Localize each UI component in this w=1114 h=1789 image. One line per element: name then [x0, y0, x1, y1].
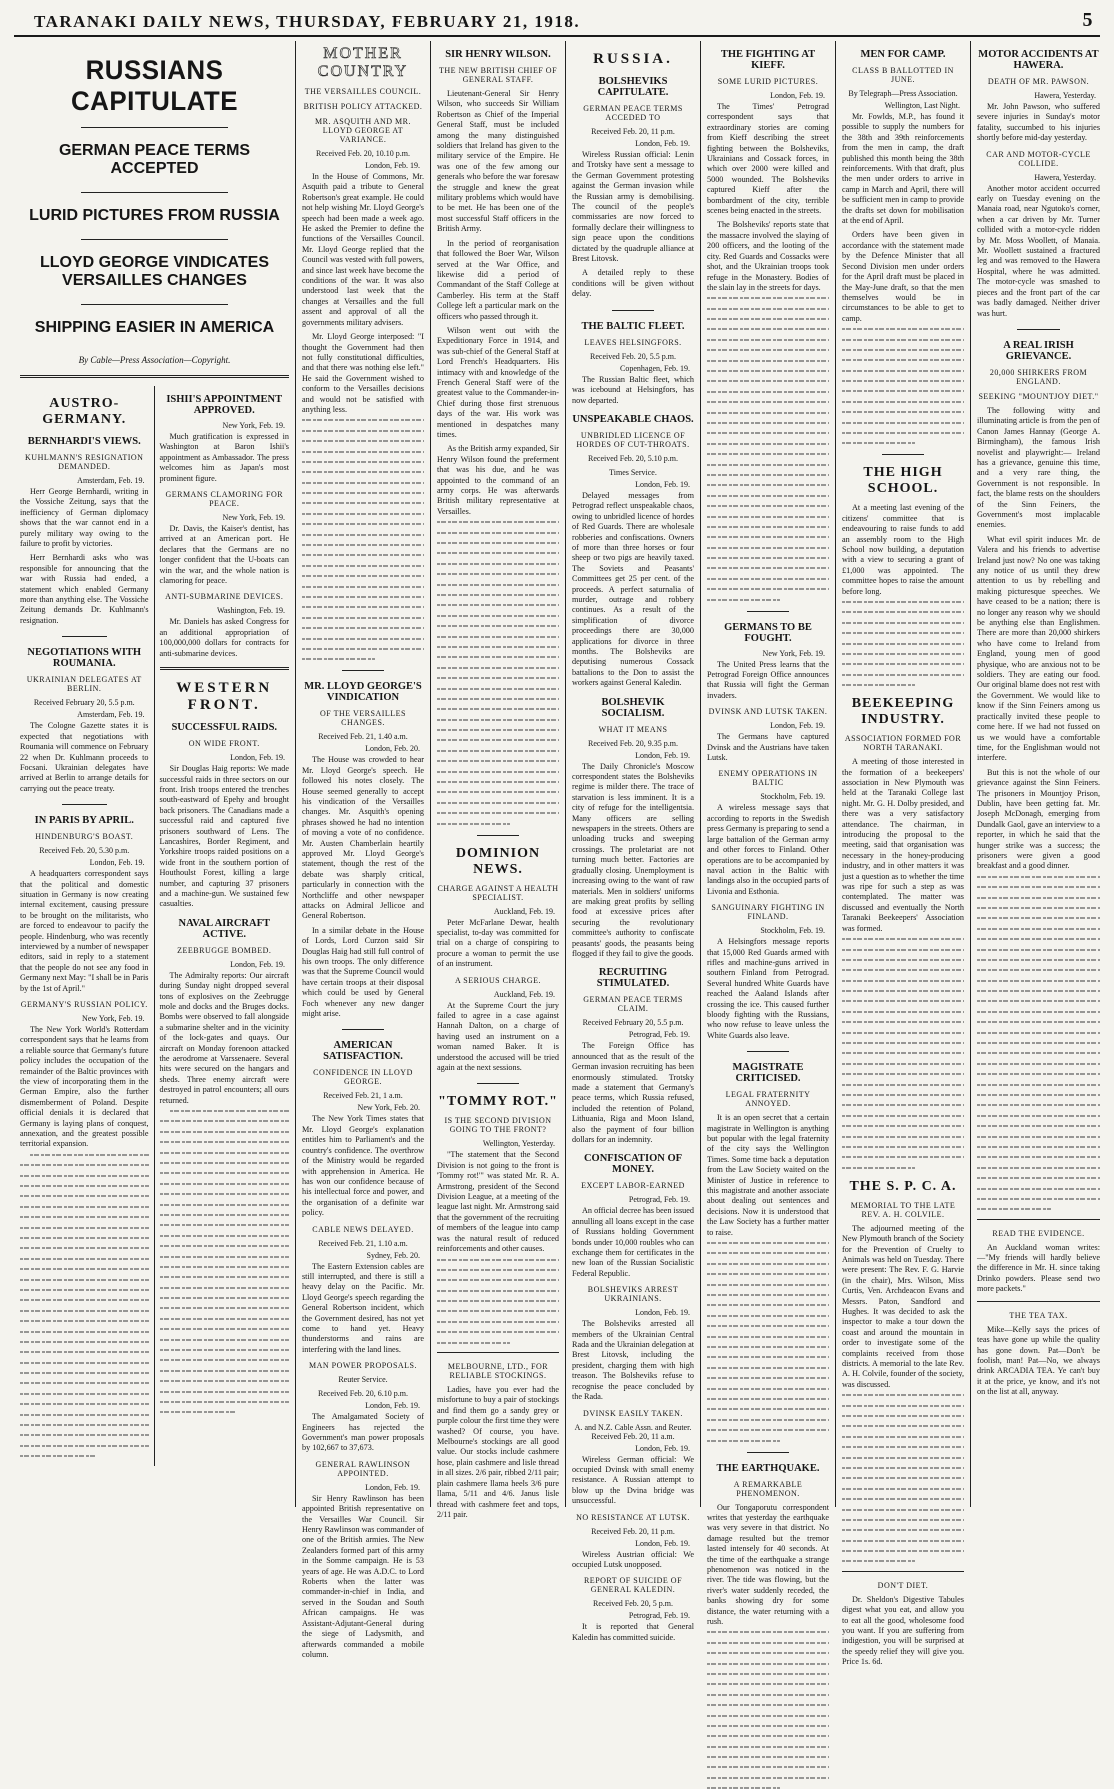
column-6 [836, 41, 971, 1667]
headline-lloyd-george: LLOYD GEORGE VINDICATES VERSAILLES CHANGES [39, 254, 270, 289]
article-text: A meeting of those interested in the formation of a beekeepers' association in New Plymouth was held at the Taranaki College last night. Mr. G. H. Dolby presided, and there was a very satisfactory attendance. The chairman, in introducing the proposal to the meeting, said that organisation was necessary in the honey-producing industry, and in other matters it was just a question as to whether the time was ripe for such a step as was contemplated. The matter was discussed and eventually the North Taranaki Beekeepers' Association was formed. [842, 757, 964, 933]
advert-text: Ladies, have you ever had the misfortune to buy a pair of stockings and find them go a sandy grey or purple colour the first time they were washed? Of course, you have. Melbourne's stockings are all good value. Our stocks include cashmere hose, plain cashmere and lisle thread in all sizes. 2/6 pair, ribbed 2/11 pair; plain cashmere llama heels 3/6 pure llama, 5/11 and 4/6. Janus lisle thread with cashmere feet and tops, 2/11 pair. [437, 1385, 559, 1519]
subhead-enemy-baltic: ENEMY OPERATIONS IN BALTIC [718, 769, 818, 788]
subhead-cut-throats: UNBRIDLED LICENCE OF HORDES OF CUT-THROATS. [576, 430, 690, 449]
subhead-clamoring-peace: GERMANS CLAMORING FOR PEACE. [165, 490, 284, 509]
subhead-arrest-ukrainians: BOLSHEVIKS ARREST UKRAINIANS. [587, 1285, 679, 1304]
subhead-cable-news: CABLE NEWS DELAYED. [312, 1224, 414, 1234]
dateline: Wellington, Yesterday. [482, 1139, 555, 1149]
dateline: Stockholm, Feb. 19. [760, 926, 825, 936]
section-russia: RUSSIA. [593, 51, 673, 67]
dateline: Hawera, Yesterday. [1034, 172, 1096, 182]
subhead-melbourne-stockings: MELBOURNE, LTD., FOR RELIABLE STOCKINGS. [447, 1362, 549, 1381]
column-1 [14, 41, 296, 1507]
subhead-ishii: ISHII'S APPOINTMENT APPROVED. [166, 394, 283, 416]
subhead-successful-raids: SUCCESSFUL RAIDS. [171, 722, 278, 734]
service-line: Times Service. [609, 467, 657, 477]
received-line: Received Feb. 20, 10.10 p.m. [316, 149, 410, 158]
article-text: Wireless German official: We occupied Dvinsk with small enemy resistance. A Russian attempt to blow up the Dvina bridge was unsuccessful. [572, 1454, 694, 1506]
article-text: Herr George Bernhardi, writing in the Vossiche Zeitung, says that the inefficiency of German diplomacy shows that the war cannot end in a purely military way owing to the failure to profit by victories. [20, 487, 149, 549]
subhead-asquith: MR. ASQUITH AND MR. LLOYD GEORGE AT VARIANCE. [315, 117, 411, 144]
article-text: Mr. Fowlds, M.P., has found it possible to supply the numbers for the 38th and 39th reinforcements from the men in camp, the draft published this month being the 38th reinforcements. With that draft, plus the men under orders to arrive in camp in March and April, there will be sufficient men in camp to provide the drafts set down for mobilisation at the end of April. [842, 112, 964, 226]
subhead-lurid: SOME LURID PICTURES. [717, 77, 819, 86]
section-spca: THE S. P. C. A. [849, 1178, 957, 1194]
subhead-bernhardi: BERNHARDI'S VIEWS. [27, 436, 141, 447]
received-line: Received Feb. 20, 5.5 p.m. [590, 351, 676, 361]
article-text: Dr. Davis, the Kaiser's dentist, has arrived at an American port. He declares that the Germans are no longer confident that the U-boats can win the war, and the whole nation is clamoring for peace. [159, 524, 289, 586]
subhead-germans-fought: GERMANS TO BE FOUGHT. [724, 621, 812, 644]
article-text: Mr. John Pawson, who suffered severe injuries in Sunday's motor fatality, succumbed to his injuries shortly before mid-day yesterday. [977, 102, 1100, 143]
dateline: London, Feb. 19. [770, 721, 825, 731]
article-text: The Amalgamated Society of Engineers has rejected the Government's man power proposals by 102,667 to 37,673. [302, 1412, 424, 1453]
column-1-split [20, 386, 289, 1466]
subhead-mountjoy: SEEKING "MOUNTJOY DIET." [978, 391, 1099, 401]
dateline: Auckland, Feb. 19. [493, 906, 555, 916]
article-text: The Bolsheviks arrested all members of the Ukrainian Central Rada and the Ukrainian delegation at Brest Litovsk, including the president, charging them with high treason. The Bolsheviks refuse to recognise the peace concluded by the Rada. [572, 1319, 694, 1402]
subhead-kieff: THE FIGHTING AT KIEFF. [720, 49, 816, 71]
dateline: New York, Feb. 19. [222, 421, 285, 430]
subhead-baltic-fleet: THE BALTIC FLEET. [581, 320, 685, 332]
article-text: "The statement that the Second Division is not going to the front is 'Tommy rot!'" was stated Mr. R. A. Armstrong, president of the Second Division League, at a meeting of the league last night. Mr. Armstrong said that the government of the recruiting of members of the league into camp was the natural result of reduced reinforcements and other causes. [437, 1150, 559, 1254]
received-line: A. and N.Z. Cable Assn. and Reuter. Received Feb. 20, 11 a.m. [574, 1422, 692, 1441]
section-high-school: THE HIGH SCHOOL. [863, 465, 943, 497]
headline-shipping-easier: SHIPPING EASIER IN AMERICA [34, 319, 275, 336]
subhead-labor-earned: EXCEPT LABOR-EARNED [581, 1181, 685, 1191]
subhead-pawson: DEATH OF MR. PAWSON. [987, 77, 1090, 86]
received-line: Received February 20, 5.5 p.m. [582, 1018, 684, 1028]
article-text: The following witty and illuminating article is from the pen of Canon James Hannay (George A. Birmingham), the famous Irish novelist and playwright:— Ireland has a grievance, genuine this time, and a very rare thing, the Government is not responsible. In fact, the blame rests on the shoulders of the Sinn Feiners, the Government's most implacable enemies. [977, 405, 1100, 530]
subhead-earthquake: THE EARTHQUAKE. [716, 1462, 820, 1474]
dateline: London, Feb. 19. [635, 1538, 690, 1548]
dateline: London, Feb. 19. [635, 479, 690, 489]
subhead-finland: SANGUINARY FIGHTING IN FINLAND. [711, 903, 825, 922]
column-3 [431, 41, 566, 1519]
subhead-american-satisfaction: AMERICAN SATISFACTION. [323, 1040, 403, 1063]
article-text: A wireless message says that according to reports in the Swedish press Germany is preparing to send a large battalion of the German army and other forces to Finland. Other operations are to be accompanied by naval action in the Baltic with landings also in the occupied parts of Livonia and Esthonia. [707, 803, 829, 896]
received-line: Received Feb. 21, 1.40 a.m. [318, 732, 408, 742]
dateline: London, Feb. 19. [365, 1482, 420, 1492]
received-line: Received Feb. 20, 5.30 p.m. [39, 846, 130, 856]
column-1b [155, 386, 290, 1466]
dateline: Petrograd, Feb. 19. [628, 1030, 690, 1040]
subhead-bolsheviks-capitulate: BOLSHEVIKS CAPITULATE. [597, 76, 669, 98]
article-text: As the British army expanded, Sir Henry Wilson found the preferment that was his due, and he was appointed to the command of an army corps. He was afterwards British military representative at Versailles. [437, 444, 559, 516]
article-text: What evil spirit induces Mr. de Valera and his friends to advertise Ireland just now? No one was taking any notice of us until they drew attention to us by rebelling and making picturesque speeches. We have ceased to be a nation; there is no longer any reason why we should be anything else than Englishmen. There are more than 20,000 shirkers who have come to Ireland from England, young men of good physique, who are anxious not to be soldiers. They are eating our food. Our original blame does not rest with the Government. We would like to know if the Sinn Feiners among us practically invited these people to come here. If we had not fussed on us we would have a comfortable time, for the Englishman would not interfere. [977, 534, 1100, 763]
headline-lurid-pictures: LURID PICTURES FROM RUSSIA [29, 207, 280, 224]
article-text: The United Press learns that the Petrograd Foreign Office announces that Russia will fight the German invaders. [707, 659, 829, 700]
dateline: London, Feb. 19. [230, 753, 285, 763]
dateline: London, Feb. 19. [635, 1443, 690, 1453]
dateline: Washington, Feb. 19. [216, 606, 285, 616]
column-7 [971, 41, 1106, 1507]
dateline: Auckland, Feb. 19. [493, 989, 555, 999]
subhead-bee-association: ASSOCIATION FORMED FOR NORTH TARANAKI. [844, 734, 962, 753]
subhead-legal-fraternity: LEGAL FRATERNITY ANNOYED. [725, 1090, 811, 1109]
article-text: Peter McFarlane Dewar, health specialist, to-day was committed for trial on a charge of conspiring to procure a woman to permit the use of an instrument. [437, 917, 559, 969]
article-text: Another motor accident occurred early on Tuesday evening on the Manaia road, near Ngutoko's corner, when a car driven by Mr. Turner collided with a motor-cycle ridden by Mr. Moss Woollett, of Manaia. Mr. Woollett sustained a fractured leg and was removed to the Hawera Hospital, where he was admitted. The motor-cycle was smashed to pieces and the front part of the car was badly damaged. Neither driver was hurt. [977, 183, 1100, 318]
section-mother-country: MOTHER COUNTRY [317, 45, 409, 80]
article-text: The Admiralty reports: Our aircraft during Sunday night dropped several tons of explosives on the Zeebrugge mole and docks and the Bruges docks. Bombs were observed to fall alongside a submarine shelter and in the vicinity of the lock-gates and quays. Our aircraft on Monday forenoon attacked the aerodrome at Varssenaere. Several hits were secured on the hangars and sheds. Three enemy aircraft were destroyed in patrol encounters; all ours returned. [159, 970, 289, 1105]
received-line: Received February 20, 5.5 p.m. [33, 698, 135, 708]
columns [14, 41, 1100, 1667]
dateline: Amsterdam, Feb. 19. [77, 710, 145, 720]
subhead-dvinsk-lutsk: DVINSK AND LUTSK TAKEN. [708, 707, 828, 717]
article-text: Wireless Austrian official: We occupied Lutsk unopposed. [572, 1549, 694, 1569]
subhead-versailles-council: THE VERSAILLES COUNCIL. [304, 87, 422, 96]
advert-text: An Auckland woman writes:—"My friends will hardly believe the difference in Mr. H. since taking Drinko powders. Please send two more packets." [977, 1242, 1100, 1294]
section-western-front: WESTERN FRONT. [176, 680, 273, 714]
section-tommy-rot: "TOMMY ROT." [438, 1094, 558, 1110]
article-text: A detailed reply to these conditions will be given without delay. [572, 268, 694, 299]
received-line: Received Feb. 20, 6.10 p.m. [318, 1389, 408, 1399]
subhead-dvinsk: DVINSK EASILY TAKEN. [583, 1408, 683, 1418]
article-text: Sir Douglas Haig reports: We made successful raids in three sectors on our front. Irish troops entered the trenches south-eastward of Epehy and brought back prisoners. The Canadians made a successful raid and captured five prisoners southward of Lens. The Lancashires, Border Regiment, and Yorkshire troops raided positions on a wide front in the southern portion of Houthoulst Forest, killing a large number, and capturing 37 prisoners and a machine-gun. We sustained few casualties. [159, 764, 289, 909]
subhead-magistrate: MAGISTRATE CRITICISED. [732, 1062, 804, 1085]
article-text: The New York Times states that Mr. Lloyd George's explanation entitles him to Parliament's and the country's confidence. The overthrow of the Ministry would be regarded with apprehension in America. He has won our confidence because of his intellectual force and power, and the organisation of a definite war policy. [302, 1114, 424, 1218]
masthead-title: TARANAKI DAILY NEWS, THURSDAY, FEBRUARY 21, 1918. [34, 12, 581, 31]
subhead-phenomenon: A REMARKABLE PHENOMENON. [733, 1479, 803, 1498]
article-text: The Germans have captured Dvinsk and the Austrians have taken Lutsk. [707, 732, 829, 763]
article-text: An official decree has been issued annulling all loans except in the case of Russians holding Government bonds under 10,000 roubles who can exchange them for certificates in the new loan of the Russian Socialistic Federal Republic. [572, 1206, 694, 1278]
column-4 [566, 41, 701, 1642]
subhead-zeebrugge: ZEEBRUGGE BOMBED. [177, 945, 272, 955]
subhead-motor-accidents: MOTOR ACCIDENTS AT HAWERA. [978, 49, 1099, 71]
dateline: London, Feb. 19. [635, 1308, 690, 1318]
subhead-car-collide: CAR AND MOTOR-CYCLE COLLIDE. [986, 149, 1091, 168]
subhead-men-for-camp: MEN FOR CAMP. [860, 49, 946, 60]
article-text: Mr. Daniels has asked Congress for an additional appropriation of 100,000,000 dollars for contracts for anti-submarine devices. [159, 617, 289, 658]
dateline: London, Feb. 19. [365, 161, 420, 170]
subhead-confiscation: CONFISCATION OF MONEY. [583, 1153, 683, 1176]
article-text: The Cologne Gazette states it is expected that negotiations with Roumania will commence on February 22 when Dr. Kuhlmann proceeds to Focsani. Ukrainian delegates have arrived at Berlin to arrange details for carrying out the peace treaty. [20, 721, 149, 793]
dateline: London, Feb. 19. [365, 1401, 420, 1411]
article-text: The Bolsheviks' reports state that the massacre involved the slaying of 200 officers, and the looting of the city. Red Guards and Cossacks were shot, and the Ukrainian troops took refuge in the Monastery. Bodies of the slain lay in the streets for days. [707, 220, 829, 292]
received-line: Received Feb. 21, 1 a.m. [323, 1091, 403, 1101]
subhead-read-evidence: READ THE EVIDENCE. [992, 1228, 1085, 1238]
article-text: The Russian Baltic fleet, which was icebound at Helsingfors, has now departed. [572, 374, 694, 405]
article-text: The House was crowded to hear Mr. Lloyd George's speech. He followed his notes closely. The House seemed generally to accept his vindication of the Versailles changes. Mr. Asquith's opening phrases showed he had no intention of moving a vote of no confidence. Mr. Austen Chamberlain heartily approved Mr. Lloyd George's statement, though the rest of the debate was sharply critical, particularly in connection with the Northcliffe and other newspaper attacks on Admiral Jellicoe and General Robertson. [302, 755, 424, 921]
subhead-kuhlmann: KUHLMANN'S RESIGNATION DEMANDED. [25, 453, 144, 471]
subhead-bolshevik-socialism: BOLSHEVIK SOCIALISM. [601, 696, 665, 719]
article-text: Lieutenant-General Sir Henry Wilson, who succeeds Sir William Robertson as Chief of the Imperial General Staff, must be included among the many distinguished soldiers that Ireland has given to the military service of the Empire. He was one of the few among our generals who before the war foresaw the struggle and knew the great military problems which would have to be met. He has been one of the most successful Staff officers in the British Army. [437, 89, 559, 234]
subhead-irish-grievance: A REAL IRISH GRIEVANCE. [1003, 339, 1074, 362]
dateline: London, Feb. 20. [365, 744, 420, 754]
article-text: Wilson went out with the Expeditionary Force in 1914, and was sub-chief of the General Staff at Lord French's Headquarters. His intimacy with and knowledge of the French General Staff were of the greatest value to the Commander-in-Chief during those first strenuous days of the war. His work was mentioned in despatches many times. [437, 325, 559, 439]
subhead-what-it-means: WHAT IT MEANS [598, 724, 668, 734]
subhead-health-specialist: CHARGE AGAINST A HEALTH SPECIALIST. [437, 883, 559, 902]
subhead-roumania: NEGOTIATIONS WITH ROUMANIA. [27, 647, 142, 670]
page-number: 5 [1082, 9, 1094, 31]
subhead-second-division: IS THE SECOND DIVISION GOING TO THE FRONT? [444, 1116, 552, 1135]
subhead-wide-front: ON WIDE FRONT. [188, 739, 260, 749]
dateline: Copenhagen, Feb. 19. [620, 363, 690, 373]
received-line: Received Feb. 21, 1.10 a.m. [318, 1238, 408, 1248]
service-line: Reuter Service. [338, 1375, 388, 1385]
article-text: Herr Bernhardi asks who was responsible for announcing that the war with Russia had ended, a statement which enabled Germany more than anything else. The Vossiche Zeitung demands Dr. Kuhlmann's resignation. [20, 553, 149, 625]
article-text: Sir Henry Rawlinson has been appointed British representative on the Versailles War Council. Sir Henry Rawlinson was commander of one of the British armies. The New Zealanders formed part of this army in the Somme campaign. He is 53 years of age. He was A.D.C. to Lord Roberts when the latter was commander-in-chief in India, and served in the Soudan and South African campaigns. He was Assistant-Adjutant-General during the siege of Ladysmith, and afterwards commanded a mobile column. [302, 1493, 424, 1659]
article-text: It is an open secret that a certain magistrate in Wellington is anything but popular with the legal fraternity of the city says the Wellington Times. Some time back a deputation from the Law Society waited on the Minister of Justice in reference to this magistrate and another associate about dealing out sentences and decisions. Now it is understood that the Law Society has a further matter to raise. [707, 1113, 829, 1237]
dateline: Amsterdam, Feb. 19. [77, 476, 145, 485]
subhead-versailles-changes: OF THE VERSAILLES CHANGES. [320, 709, 406, 728]
received-line: Received Feb. 20, 5 p.m. [593, 1599, 673, 1609]
dateline: New York, Feb. 19. [222, 513, 285, 523]
column-1a [20, 386, 155, 1466]
dateline: Wellington, Last Night. [884, 101, 960, 110]
subhead-anti-submarine: ANTI-SUBMARINE DEVICES. [165, 592, 284, 602]
subhead-terms-claim: GERMAN PEACE TERMS CLAIM. [583, 995, 683, 1014]
received-line: Received Feb. 20, 9.35 p.m. [588, 738, 678, 748]
article-text: At the Supreme Court the jury failed to agree in a case against Hannah Dalton, on a charge of having used an instrument on a woman named Baker. It is understood the accused will be tried again at the next sessions. [437, 1000, 559, 1073]
byline: By Cable—Press Association—Copyright. [78, 355, 231, 365]
column-2 [296, 41, 431, 1659]
subhead-henry-wilson: SIR HENRY WILSON. [445, 49, 551, 60]
subhead-class-b: CLASS B BALLOTTED IN JUNE. [852, 66, 954, 84]
article-text: In a similar debate in the House of Lords, Lord Curzon said Sir Douglas Haig had still full control of his own troops. The only difference was that the Supreme Council would have certain troops at their disposal which could be used by General Foch whenever any new danger might arise. [302, 925, 424, 1019]
subhead-paris-by-april: IN PARIS BY APRIL. [34, 815, 134, 827]
dateline: London, Feb. 19. [635, 139, 690, 148]
article-text: The New York World's Rotterdam correspondent says that he learns from a reliable source that Germany's future policy includes the occupation of the remainder of the Baltic provinces with the view of incorporating them in the German Empire, also the further dismemberment of Poland. Despite official denials it is declared that Germany is laying plans of conquest, annexation, and the greatest possible territorial expansion. [20, 1025, 149, 1149]
subhead-naval-aircraft: NAVAL AIRCRAFT ACTIVE. [178, 917, 270, 940]
article-text: In the period of reorganisation that followed the Boer War, Wilson served at the War Office, and likewise did a period of Commandant of the Staff College at Camberley. His term at the Staff College left a particular mark on the officers who passed through it. [437, 238, 559, 321]
subhead-tea-tax: THE TEA TAX. [1009, 1310, 1068, 1320]
subhead-confidence: CONFIDENCE IN LLOYD GEORGE. [313, 1068, 413, 1087]
article-text: The Foreign Office has announced that as the result of the German invasion recruiting has been enormously stimulated. Trotsky made a statement that Germany's peace terms, which Russia refused, included the retention of Poland, Lithuania, Riga and Moon Island, also the payment of four billion dollars for an indemnity. [572, 1041, 694, 1144]
subhead-british-policy: BRITISH POLICY ATTACKED. [303, 102, 423, 111]
received-line: Received Feb. 20, 11 p.m. [591, 1526, 675, 1536]
subhead-russian-policy: GERMANY'S RUSSIAN POLICY. [20, 1000, 148, 1009]
subhead-colvile-memorial: MEMORIAL TO THE LATE REV. A. H. COLVILE. [850, 1200, 956, 1219]
article-text: Wireless Russian official: Lenin and Trotsky have sent a message to the German Government protesting against the German invasion while the Russian army is demobilising. The council of the people's commissaries are now forced to formally declare their willingness to sign peace upon the conditions dictated by the quadruple alliance at Brest Litovsk. [572, 150, 694, 264]
dateline: New York, Feb. 19. [762, 648, 825, 658]
column-5 [701, 41, 836, 1626]
article-text: A headquarters correspondent says that the political and domestic situation in Germany is now creating internal excitement, causing pressure to be brought on the militarists, who are forced to endeavour to pacify the people. Hindenburg, who was recently interviewed by a number of newspaper editors, said in reply to a statement that the people do not see any food in Germany next May: "I shall be in Paris by the 1st of April." [20, 869, 149, 993]
received-line: Received Feb. 20, 5.10 p.m. [588, 453, 678, 463]
subhead-serious-charge: A SERIOUS CHARGE. [454, 975, 542, 985]
subhead-chief-of-staff: THE NEW BRITISH CHIEF OF GENERAL STAFF. [438, 66, 558, 84]
subhead-rawlinson: GENERAL RAWLINSON APPOINTED. [315, 1459, 411, 1478]
section-dominion-news: DOMINION NEWS. [455, 845, 541, 877]
subhead-lloyd-george-vindication: MR. LLOYD GEORGE'S VINDICATION [304, 681, 422, 704]
service-line: By Telegraph—Press Association. [848, 89, 958, 98]
subhead-shirkers: 20,000 SHIRKERS FROM ENGLAND. [989, 367, 1088, 386]
article-text: Orders have been given in accordance with the statement made by the Defence Minister that all Second Division men under orders for the April draft must be placed in the May-June draft, so that the men themselves would be in circumstances to be able to get to camp. [842, 230, 964, 323]
headline-german-peace-terms: GERMAN PEACE TERMS ACCEPTED [58, 142, 251, 177]
dateline: London, Feb. 19. [635, 750, 690, 760]
subhead-lutsk: NO RESISTANCE AT LUTSK. [576, 1512, 690, 1522]
subhead-kaledin: REPORT OF SUICIDE OF GENERAL KALEDIN. [583, 1576, 683, 1595]
section-austro-germany: AUSTRO-GERMANY. [42, 396, 127, 427]
dateline: Stockholm, Feb. 19. [760, 792, 825, 802]
subhead-hindenburg: HINDENBURG'S BOAST. [35, 832, 134, 842]
advert-text: Mike—Kelly says the prices of teas have gone up while the quality has gone down. Pat—Don't be foolish, man! Pat—No, we always drink ARCADIA TEA. Ye can't buy it at the price, ye know, and it's not on the list at all, anyway. [977, 1324, 1100, 1397]
article-text: Much gratification is expressed in Washington at Baron Ishii's appointment as Ambassador. The press welcomes him as Japan's most prominent figure. [159, 432, 289, 483]
subhead-helsingfors: LEAVES HELSINGFORS. [584, 337, 682, 347]
dateline: Sydney, Feb. 20. [366, 1250, 420, 1260]
subhead-man-power: MAN POWER PROPOSALS. [308, 1361, 418, 1371]
article-text: Delayed messages from Petrograd reflect unspeakable chaos, owing to unbridled licence of hordes of Red Guards. There are wholesale robberies and confiscations. Owners of more than three horses or four sheep or two pigs are heavily taxed. The Soviets and Peasants' Committees get 25 per cent. of the proceeds. A perfect saturnalia of murder, outrage and robbery continues. As a result of the simplification of divorce proceedings there are 30,000 applications for divorce in three months. The Bolsheviks are deputising numerous Cossack battalions to the Don to assist the workers against General Kaledin. [572, 490, 694, 688]
advert-text: Dr. Sheldon's Digestive Tabules digest what you eat, and allow you to eat all the good, wholesome food you want. If you are suffering from indigestion, you will be surprised at the speedy relief they will give you. Price 1s. 6d. [842, 1594, 964, 1667]
dateline: London, Feb. 19. [230, 959, 285, 969]
dateline: London, Feb. 19. [89, 858, 145, 868]
subhead-unspeakable-chaos: UNSPEAKABLE CHAOS. [572, 413, 694, 425]
article-text: Mr. Lloyd George interposed: "I thought the Government had then not fully constitutional difficulties, and that there was nothing else left." He said the Government wished to conform to the Versailles decisions and would not be satisfied with anything less. [302, 332, 424, 414]
dateline: Petrograd, Feb. 19. [628, 1611, 690, 1621]
article-text: The adjourned meeting of the New Plymouth branch of the Society for the Prevention of Cruelty to Animals was held on Tuesday. There were present: The Rev. F. G. Harvie (in the chair), Mrs. Wilson, Miss Curtis, Ven. Archdeacon Evans and Messrs. Paton, Sandford and Hughes. It was decided to ask the inspector to make a tour down the coast and around the mountain in order to investigate some of the complaints received from those districts. A memorial to the late Rev. A. H. Colvile, founder of the society, was discussed. [842, 1223, 964, 1389]
article-text: It is reported that General Kaledin has committed suicide. [572, 1622, 694, 1642]
subhead-recruiting: RECRUITING STIMULATED. [596, 967, 670, 990]
subhead-dont-diet: DON'T DIET. [877, 1580, 929, 1590]
article-text: At a meeting last evening of the citizens' committee that is endeavouring to raise funds to add an assembly room to the High School now building, a deputation with a view to securing a grant of £1,000 was appointed. The committee hopes to raise the amount before long. [842, 503, 964, 596]
dateline: New York, Feb. 20. [357, 1103, 420, 1113]
dateline: London, Feb. 19. [770, 91, 825, 100]
section-beekeeping: BEEKEEPING INDUSTRY. [851, 696, 955, 728]
article-text: The Daily Chronicle's Moscow correspondent states the Bolsheviks regime is milder there. The trace of starvation is less imminent. It is a city of refuge for the intelligentsia. Many officers are selling newspapers in the streets. Others are unloading trucks and sweeping crossings. The proletariat are not turning much better. Factories are gradually closing. Unemployment is increasing owing to the want of raw materials. Men in soldiers' uniforms are making great profits by selling food at excessive prices after securing the revolutionary committee's authority to confiscate peasants' goods, the peasants being flogged if they fail to give the goods. [572, 761, 694, 958]
dateline: Petrograd, Feb. 19. [628, 1195, 690, 1205]
subhead-ukrainian-delegates: UKRAINIAN DELEGATES AT BERLIN. [26, 675, 142, 694]
article-text: The Times' Petrograd correspondent says that extraordinary stories are coming from Kieff describing the street fighting between the Bolsheviks, Ukrainians and Cossack forces, in which over 2000 were killed and 5000 wounded. The Bolsheviks captured Kieff after the bombardment of the city, terrible scenes being enacted in the streets. [707, 102, 829, 216]
headline-russians-capitulate: RUSSIANS CAPITULATE [70, 55, 239, 116]
article-text: The Eastern Extension cables are still interrupted, and there is still a heavy delay on the Pacific. Mr. Lloyd George's speech regarding the General Robertson incident, which the Government desired, has not yet come to hand yet. Heavy thunderstorms and rains are interfering with the land lines. [302, 1261, 424, 1354]
article-text: But this is not the whole of our grievance against the Sinn Feiners. The prisoners in Mountjoy Prison, Dublin, have been getting fat. Mr. Joseph McDonagh, emerging from Dundalk Gaol, gave an interview to a reporter, in which he said that the hunger strike was a success; the prisoners were given a good breakfast and a good dinner. [977, 767, 1100, 871]
masthead [14, 8, 1100, 37]
dateline: New York, Feb. 19. [82, 1014, 145, 1023]
article-text: In the House of Commons, Mr. Asquith paid a tribute to General Robertson's great example. He could not help wishing Mr. Lloyd George's speech had been made a week ago. He asked the Premier to define the functions of the Versailles Council. Mr. Lloyd George replied that the Council was vested with full powers, and since last week have become the conditions of the war. It was also understood last week that the changes at Versailles and the full assent and approval of all the governments military advisers. [302, 172, 424, 327]
received-line: Received Feb. 20, 11 p.m. [591, 127, 675, 136]
article-text: Our Tongaporutu correspondent writes that yesterday the earthquake was very severe in that district. No damage resulted but the tremor lasted intensely for 40 seconds. At the time of the earthquake a strange phenomenon was noticed in the river. The tide was flowing, but the river's water suddenly receded, the banks showing dry for some distance, the water returning with a rush. [707, 1502, 829, 1626]
article-text: A Helsingfors message reports that 15,000 Red Guards armed with rifles and machine-guns arrived in southern Finland from Petrograd. Several hundred White Guards have reached the Aaland Islands after crossing the ice. This caused further bloody fighting with the Russians, who now refuse to leave unless the White Guards also leave. [707, 937, 829, 1040]
subhead-terms-acceded: GERMAN PEACE TERMS ACCEDED TO [583, 104, 683, 122]
dateline: Hawera, Yesterday. [1034, 91, 1096, 100]
